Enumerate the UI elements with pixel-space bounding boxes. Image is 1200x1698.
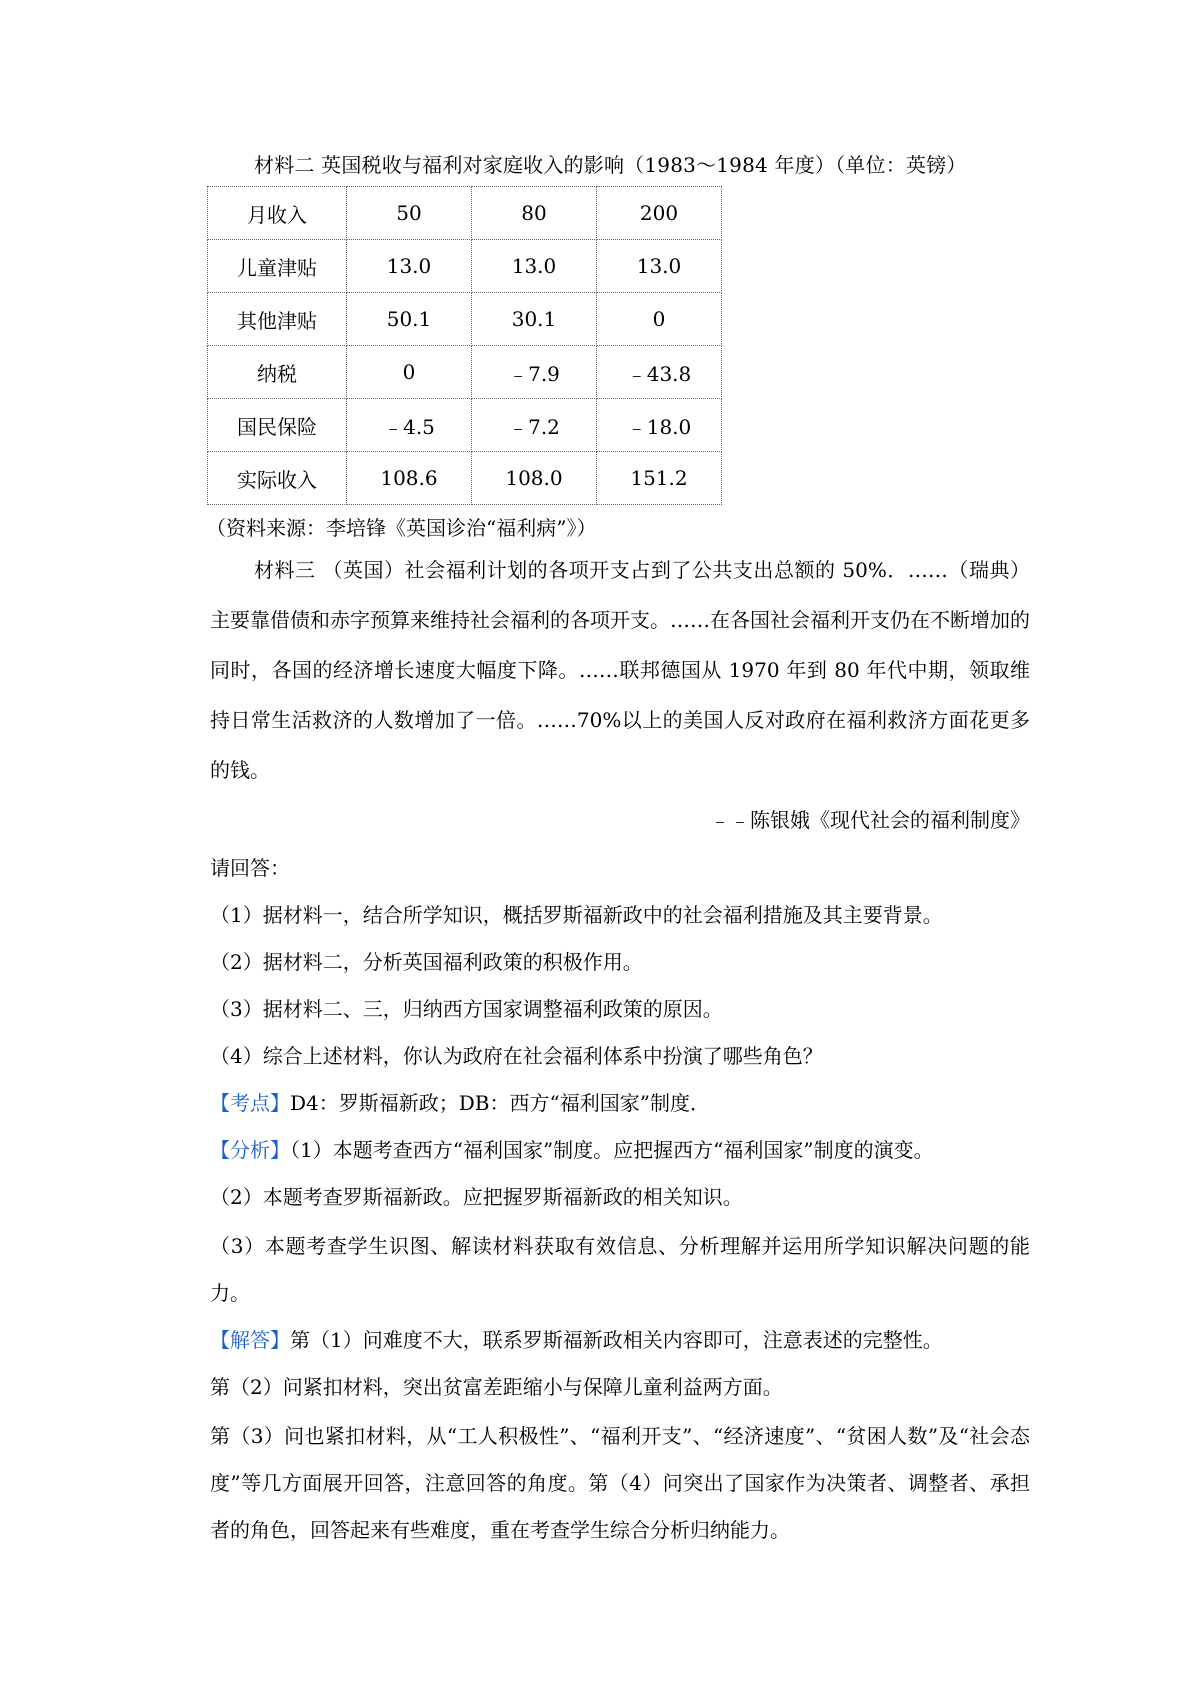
question-3: （3）据材料二、三，归纳西方国家调整福利政策的原因。 — [210, 997, 723, 1021]
jieda-text-1: 第（1）问难度不大，联系罗斯福新政相关内容即可，注意表述的完整性。 — [290, 1328, 943, 1352]
income-table — [207, 186, 722, 505]
table-row-header: 纳税 — [208, 346, 347, 399]
material2-caption: 材料二 英国税收与福利对家庭收入的影响（1983～1984 年度）（单位：英镑） — [254, 153, 967, 177]
fenxi-tag: 【分析】 — [210, 1138, 290, 1162]
question-4: （4）综合上述材料，你认为政府在社会福利体系中扮演了哪些角色？ — [210, 1044, 823, 1068]
kaodian-line — [210, 1080, 1030, 1127]
table-cell: ﹣43.8 — [597, 346, 722, 399]
table-row — [208, 346, 722, 399]
material3-paragraph — [210, 545, 1030, 795]
fenxi-text-1: （1）本题考查西方“福利国家”制度。应把握西方“福利国家”制度的演变。 — [290, 1138, 934, 1162]
table-cell: ﹣4.5 — [347, 399, 472, 452]
fenxi-line-2: （2）本题考查罗斯福新政。应把握罗斯福新政的相关知识。 — [210, 1185, 743, 1209]
table-cell: 108.0 — [472, 452, 597, 505]
table-row-header: 实际收入 — [208, 452, 347, 505]
kaodian-text: D4：罗斯福新政；DB：西方“福利国家”制度． — [290, 1091, 710, 1115]
table-row — [208, 240, 722, 293]
table-row-header: 儿童津贴 — [208, 240, 347, 293]
table-cell: 200 — [597, 187, 722, 240]
fenxi-line-1 — [210, 1127, 1030, 1174]
table-row-header: 国民保险 — [208, 399, 347, 452]
table-cell: ﹣7.9 — [472, 346, 597, 399]
table-cell: ﹣7.2 — [472, 399, 597, 452]
table-row — [208, 399, 722, 452]
table-cell: 50 — [347, 187, 472, 240]
table-cell: 13.0 — [347, 240, 472, 293]
table-row — [208, 293, 722, 346]
document-page — [206, 150, 1030, 1554]
table-row — [208, 187, 722, 240]
jieda-line-3: 第（3）问也紧扣材料，从“工人积极性”、“福利开支”、“经济速度”、“贫困人数”及“社会态度”等几方面展开回答，注意回答的角度。第（4）问突出了国家作为决策者、调整者、承担者的角色，回答起来有些难度，重在考查学生综合分析归纳能力。 — [210, 1424, 1030, 1542]
question-2: （2）据材料二，分析英国福利政策的积极作用。 — [210, 950, 643, 974]
table-cell: 50.1 — [347, 293, 472, 346]
fenxi-line-3: （3）本题考查学生识图、解读材料获取有效信息、分析理解并运用所学知识解决问题的能力。 — [210, 1234, 1030, 1305]
table-cell: 0 — [597, 293, 722, 346]
material3-attribution: ﹣﹣陈银娥《现代社会的福利制度》 — [710, 808, 1030, 832]
table-cell: 151.2 — [597, 452, 722, 505]
table-cell: 30.1 — [472, 293, 597, 346]
material2-source: （资料来源：李培锋《英国诊治“福利病”》） — [206, 516, 597, 540]
kaodian-tag: 【考点】 — [210, 1091, 290, 1115]
table-cell: 13.0 — [597, 240, 722, 293]
table-row-header: 月收入 — [208, 187, 347, 240]
jieda-line-1 — [210, 1317, 1030, 1364]
table-cell: 108.6 — [347, 452, 472, 505]
jieda-tag: 【解答】 — [210, 1328, 290, 1352]
question-1: （1）据材料一，结合所学知识，概括罗斯福新政中的社会福利措施及其主要背景。 — [210, 903, 943, 927]
table-row-header: 其他津贴 — [208, 293, 347, 346]
table-cell: 0 — [347, 346, 472, 399]
jieda-line-2: 第（2）问紧扣材料，突出贫富差距缩小与保障儿童利益两方面。 — [210, 1375, 783, 1399]
table-cell: ﹣18.0 — [597, 399, 722, 452]
table-cell: 13.0 — [472, 240, 597, 293]
material3-text: 材料三 （英国）社会福利计划的各项开支占到了公共支出总额的 50%．……（瑞典）主要靠借债和赤字预算来维持社会福利的各项开支。……在各国社会福利开支仍在不断增加的同时，各国的经济增长速度大幅度下降。……联邦德国从 1970 年到 80 年代中期，领取维持日常生活救济的人数增加了一倍。……70%以上的美国人反对政府在福利救济方面花更多的钱。 — [210, 558, 1030, 782]
table-row — [208, 452, 722, 505]
table-cell: 80 — [472, 187, 597, 240]
questions-prompt: 请回答： — [210, 856, 290, 880]
